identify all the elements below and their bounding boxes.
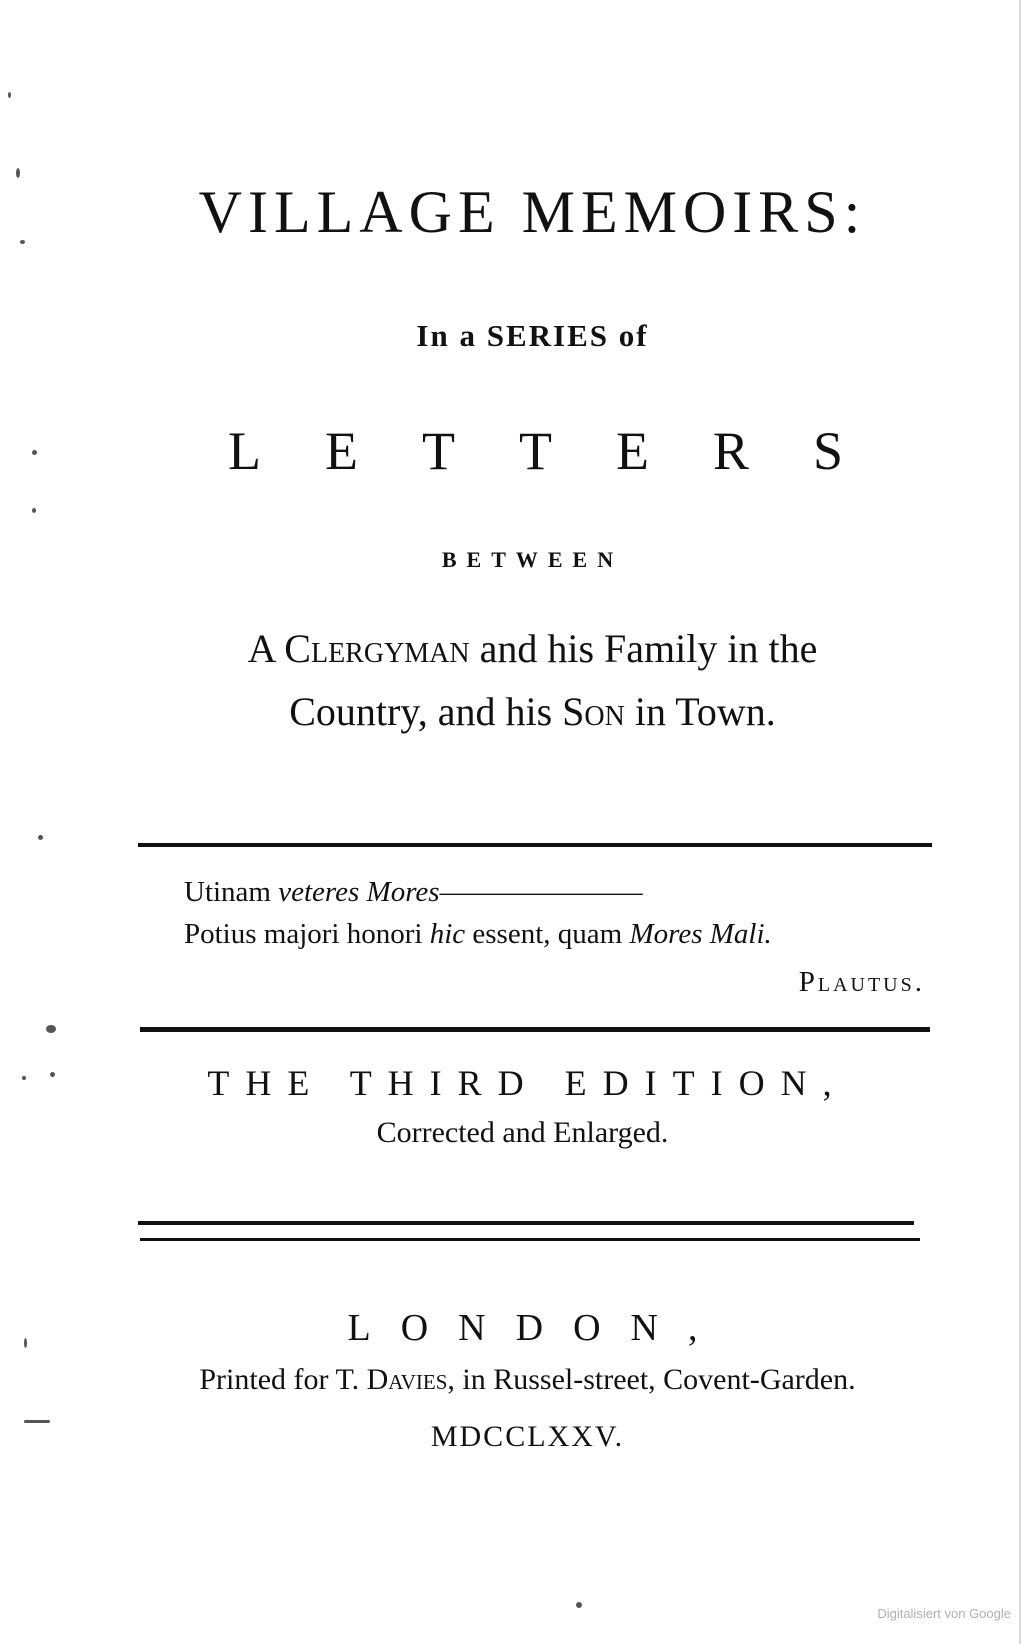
epigraph-l2-middle: essent, quam — [465, 918, 630, 950]
subtitle-between: BETWEEN — [441, 547, 624, 572]
digitization-watermark: Digitalisiert von Google — [877, 1606, 1011, 1621]
book-title: VILLAGE MEMOIRS: — [198, 179, 867, 245]
scan-speck — [24, 1338, 27, 1348]
rule-middle — [140, 1027, 930, 1032]
epigraph-author: Plautus. — [798, 966, 925, 998]
scan-speck — [24, 1420, 50, 1423]
subtitle-clergyman-line — [0, 625, 1025, 672]
son-word: Son — [562, 689, 625, 734]
epigraph-line-2 — [184, 918, 772, 951]
scan-speck — [32, 508, 36, 513]
imprint-city: LONDON, — [347, 1307, 728, 1349]
scan-speck — [16, 168, 20, 178]
epigraph-l2-start: Potius majori honori — [184, 918, 430, 950]
scan-speck — [32, 450, 37, 455]
edition-statement: THE THIRD EDITION, — [207, 1063, 848, 1103]
epigraph-l1-start: Utinam — [184, 876, 279, 908]
scan-speck — [46, 1025, 56, 1033]
subtitle-letters: LETTERS — [228, 421, 907, 481]
scan-speck — [20, 240, 25, 244]
epigraph-l1-dash: ——————— — [439, 876, 643, 908]
epigraph-l2-italic-2: Mores Mali. — [629, 918, 772, 950]
rule-double-upper — [138, 1221, 914, 1225]
rule-double-lower — [140, 1238, 920, 1241]
scan-speck — [38, 835, 43, 840]
imprint-printed-suffix: , in Russel-street, Covent-Garden. — [447, 1363, 856, 1396]
imprint-printer-line — [0, 1363, 1025, 1397]
subtitle-country-line — [0, 688, 1025, 735]
subtitle-series: In a SERIES of — [416, 318, 649, 353]
epigraph-l2-italic-1: hic — [429, 918, 466, 950]
clergy-suffix: and his Family in the — [469, 626, 818, 671]
epigraph-l1-italic: veteres Mores — [278, 876, 440, 908]
scan-speck — [576, 1602, 582, 1608]
clergyman-word: Clergyman — [284, 626, 470, 671]
imprint-printed-prefix: Printed for T. — [199, 1363, 367, 1396]
country-prefix: Country, and his — [289, 689, 563, 734]
rule-top — [138, 843, 932, 847]
clergy-prefix: A — [247, 626, 285, 671]
imprint-printer-name: Davies — [366, 1363, 448, 1396]
epigraph-line-1 — [184, 876, 643, 909]
country-suffix: in Town. — [624, 689, 776, 734]
imprint-date: MDCCLXXV. — [430, 1420, 625, 1453]
edition-note: Corrected and Enlarged. — [376, 1116, 669, 1149]
scan-speck — [50, 1072, 55, 1077]
scan-speck — [22, 1076, 26, 1080]
scan-speck — [8, 92, 11, 98]
